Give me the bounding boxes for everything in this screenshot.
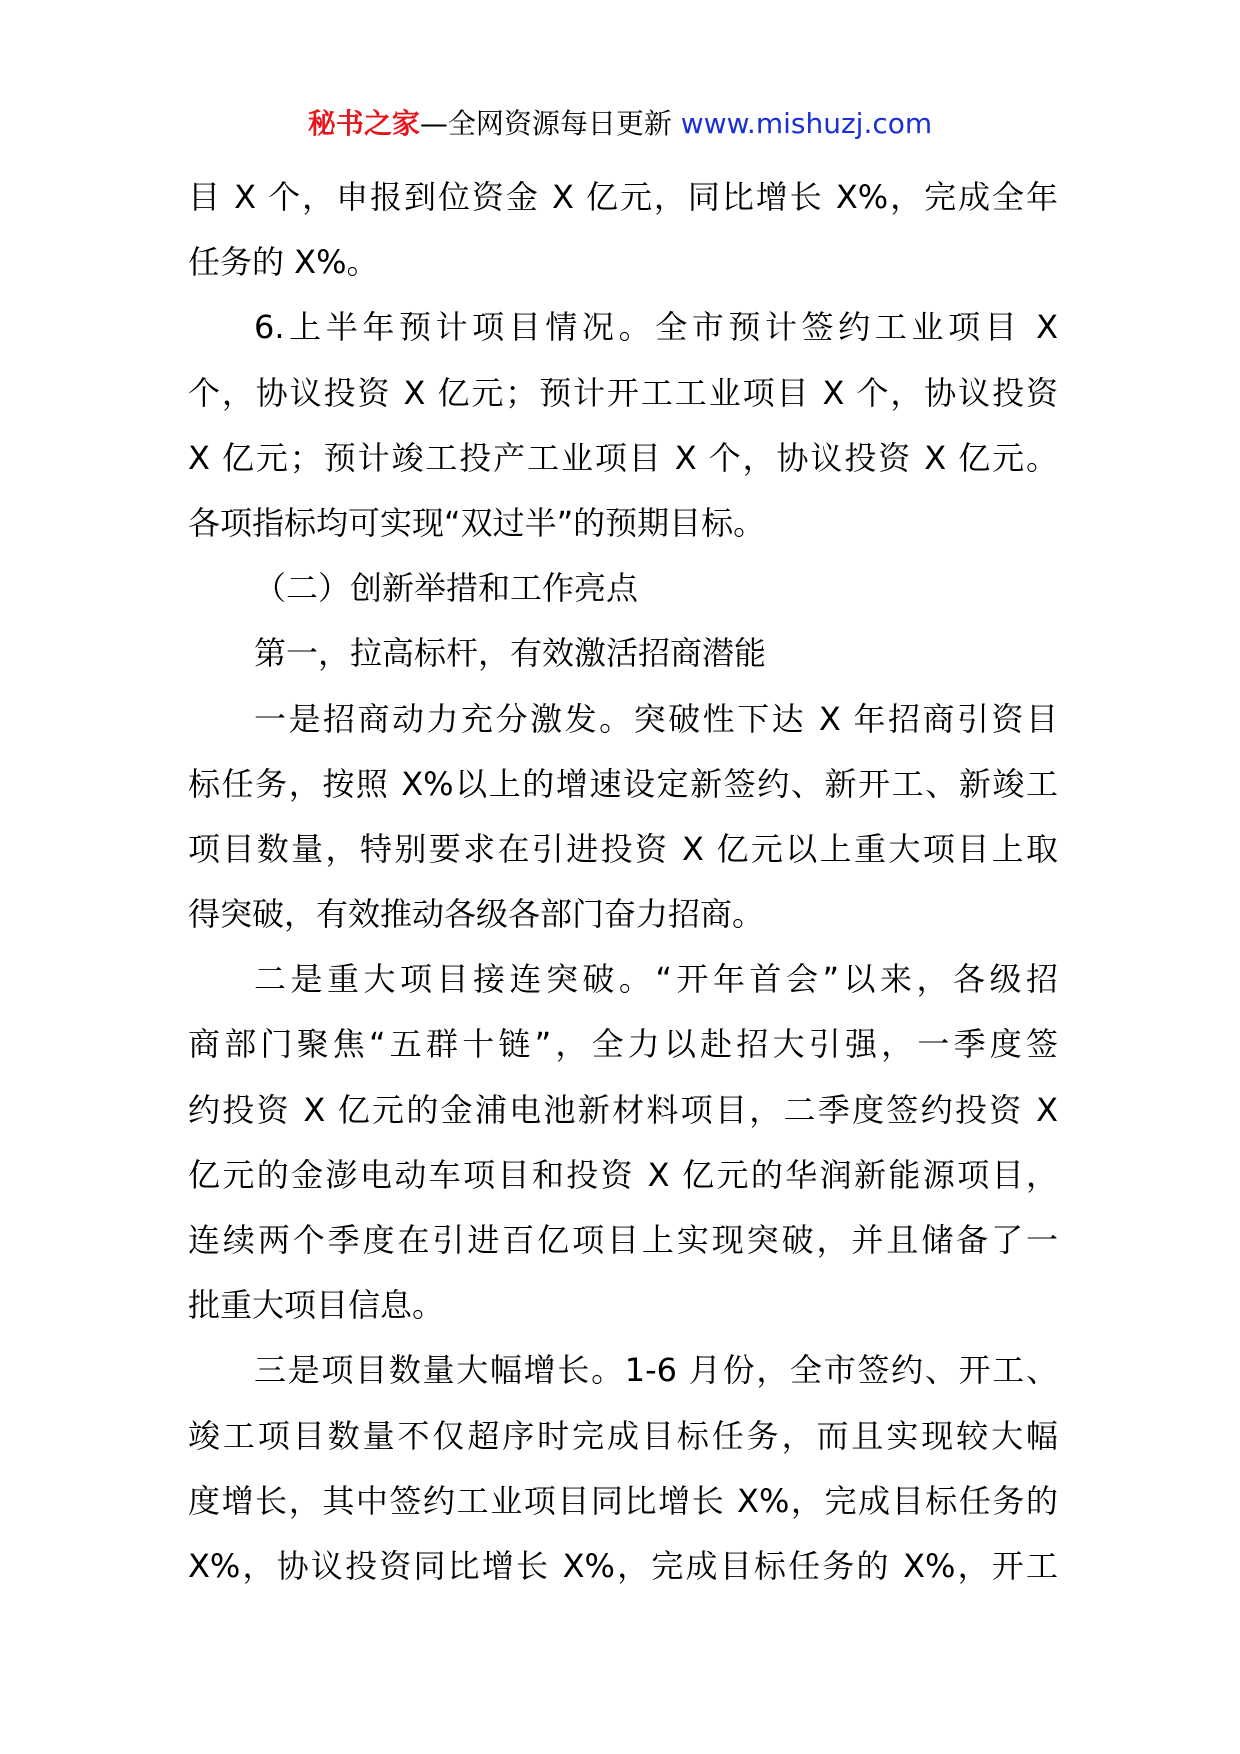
text-line: 商部门聚焦“五群十链”，全力以赴招大引强，一季度签 [188,1025,1058,1064]
site-url-link[interactable]: www.mishuzj.com [680,107,933,140]
text-line: 批重大项目信息。 [188,1286,445,1325]
text-line: 得突破，有效推动各级各部门奋力招商。 [188,895,765,934]
text-line: X%，协议投资同比增长 X%，完成目标任务的 X%，开工 [188,1546,1058,1585]
text-line: 个，协议投资 X 亿元；预计开工工业项目 X 个，协议投资 [188,373,1058,412]
section-heading: （二）创新举措和工作亮点 [254,569,639,608]
brand-name: 秘书之家 [307,107,420,140]
text-line: 连续两个季度在引进百亿项目上实现突破，并且储备了一 [188,1221,1058,1259]
document-body [188,165,1058,1599]
text-line: 项目数量，特别要求在引进投资 X 亿元以上重大项目上取 [188,829,1058,868]
text-line: 目 X 个，申报到位资金 X 亿元，同比增长 X%，完成全年 [188,178,1058,216]
text-line: X 亿元；预计竣工投产工业项目 X 个，协议投资 X 亿元。 [188,438,1058,477]
text-line: 竣工项目数量不仅超序时完成目标任务，而且实现较大幅 [188,1416,1058,1455]
text-line: 一是招商动力充分激发。突破性下达 X 年招商引资目 [254,699,1058,738]
text-line: 约投资 X 亿元的金浦电池新材料项目，二季度签约投资 X [188,1090,1058,1129]
text-line: 度增长，其中签约工业项目同比增长 X%，完成目标任务的 [188,1481,1058,1520]
text-line: 二是重大项目接连突破。“开年首会”以来，各级招 [254,960,1058,999]
text-line: 亿元的金澎电动车项目和投资 X 亿元的华润新能源项目， [188,1155,1058,1194]
text-line: 标任务，按照 X%以上的增速设定新签约、新开工、新竣工 [188,764,1058,803]
text-line: 各项指标均可实现“双过半”的预期目标。 [188,503,766,542]
header-slogan: —全网资源每日更新 [419,107,672,140]
text-line: 任务的 X%。 [188,243,379,282]
subsection-heading: 第一，拉高标杆，有效激活招商潜能 [254,634,767,673]
site-header [0,104,1240,144]
text-line: 三是项目数量大幅增长。1-6 月份，全市签约、开工、 [254,1351,1058,1390]
text-line: 6.上半年预计项目情况。全市预计签约工业项目 X [254,308,1058,347]
